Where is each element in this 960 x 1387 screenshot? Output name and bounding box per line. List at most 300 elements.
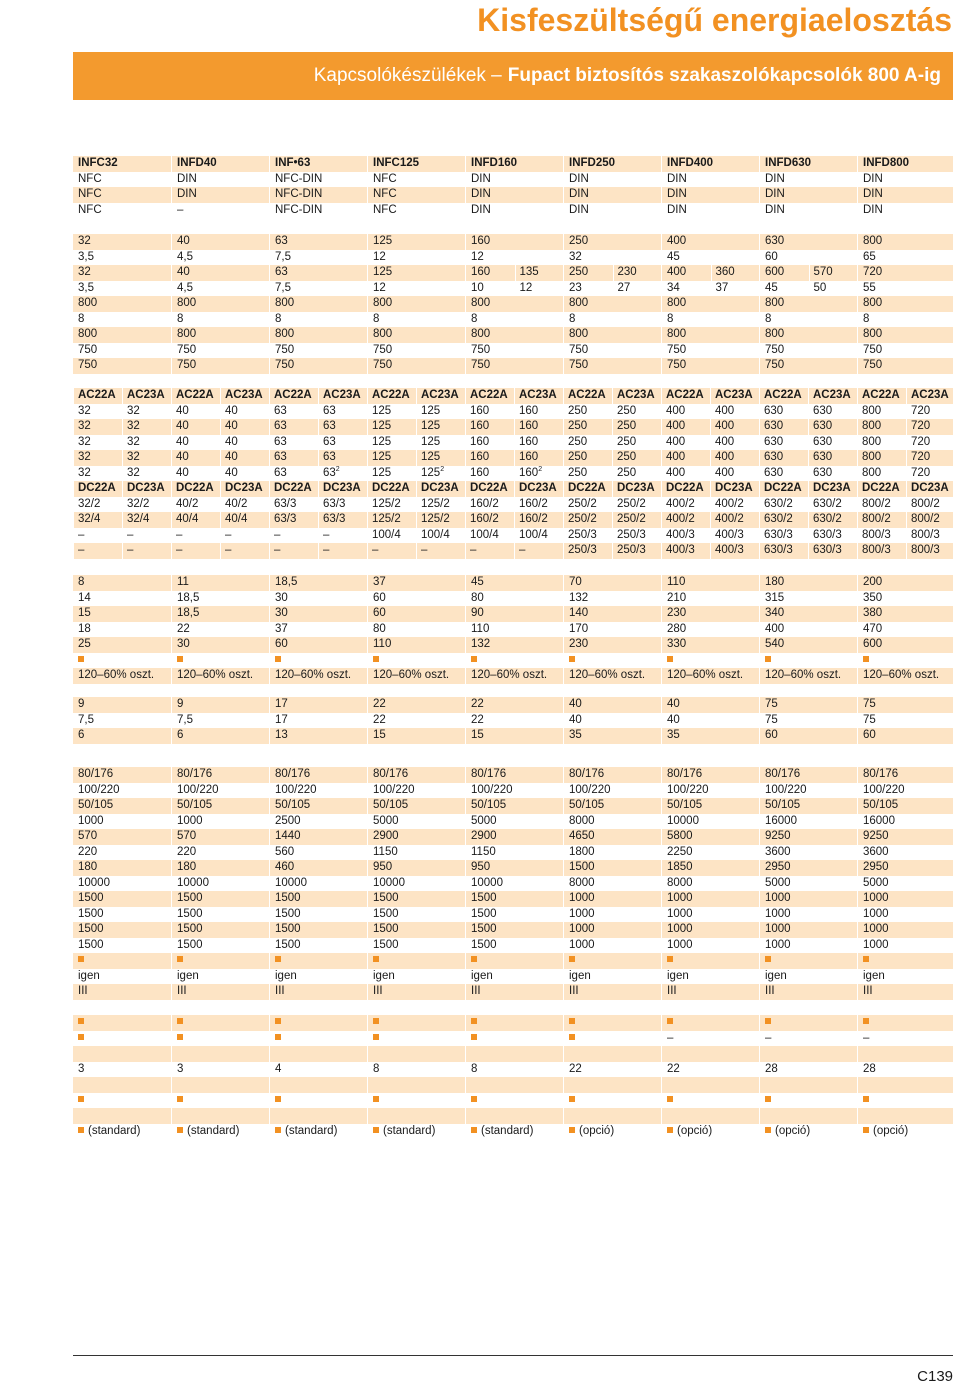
table-cell <box>367 1046 465 1062</box>
table-cell: 750 <box>465 358 563 374</box>
table-cell: 1500 <box>171 907 269 923</box>
table-cell: 140 <box>563 606 661 622</box>
feature-marker-icon <box>373 656 379 662</box>
table-cell: DIN <box>465 187 563 203</box>
table-cell: 800 <box>759 327 857 343</box>
feature-marker-icon <box>275 1018 281 1024</box>
column-header: DC22A <box>171 481 220 497</box>
feature-marker-icon <box>569 1127 575 1133</box>
table-cell <box>465 265 563 281</box>
table-cell: 1000 <box>759 891 857 907</box>
table-cell: 400 <box>661 404 710 420</box>
table-cell: III <box>78 985 88 997</box>
table-cell: 8 <box>563 312 661 328</box>
table-cell: 350 <box>857 591 955 607</box>
table-cell: 63 <box>318 450 367 466</box>
cell-value: 63 <box>323 466 336 479</box>
column-header: DC22A <box>661 481 710 497</box>
cell-value: 125 <box>421 466 441 479</box>
table-cell: 32 <box>78 235 91 247</box>
table-cell <box>661 653 759 669</box>
table-cell <box>318 466 367 482</box>
table-cell: 800 <box>367 327 465 343</box>
table-cell: 8 <box>857 312 955 328</box>
feature-marker-icon <box>667 1096 673 1102</box>
table-row <box>73 622 953 638</box>
table-row <box>73 860 953 876</box>
column-header: AC22A <box>367 388 416 404</box>
table-cell: 3600 <box>857 845 955 861</box>
table-cell: – <box>122 528 171 544</box>
table-cell: 720 <box>906 466 955 482</box>
table-cell: 100/220 <box>563 783 661 799</box>
table-cell: 80/176 <box>367 767 465 783</box>
table-cell: DIN <box>563 187 661 203</box>
table-cell: 1000 <box>857 891 955 907</box>
table-cell: 100/220 <box>759 783 857 799</box>
table-row <box>73 1015 953 1031</box>
table-cell <box>759 265 857 281</box>
table-cell: 120–60% oszt. <box>269 668 367 684</box>
table-cell: igen <box>563 969 661 985</box>
table-cell: 1000 <box>563 891 661 907</box>
column-header: INFD800 <box>857 156 955 172</box>
table-cell: 125 <box>367 234 465 250</box>
table-cell <box>465 281 563 297</box>
table-cell: 250 <box>563 404 612 420</box>
table-cell: 8 <box>78 576 85 588</box>
table-cell: 1500 <box>465 922 563 938</box>
table-cell: 100/220 <box>269 783 367 799</box>
table-cell: 160 <box>465 404 514 420</box>
table-cell: 3 <box>78 1062 85 1075</box>
table-cell: 10000 <box>367 876 465 892</box>
table-cell: 9 <box>78 698 85 710</box>
table-row <box>73 404 953 420</box>
table-cell: 400/3 <box>661 528 710 544</box>
table-cell: III <box>857 984 955 1000</box>
table-cell-half: 12 <box>515 281 564 297</box>
table-cell: – <box>367 543 416 559</box>
table-cell: – <box>171 203 269 219</box>
banner-category: Kapcsolókészülékek – <box>313 65 502 86</box>
table-cell: 32/2 <box>73 497 122 513</box>
table-cell: 1440 <box>269 829 367 845</box>
table-cell: 220 <box>171 845 269 861</box>
table-cell: DIN <box>563 172 661 188</box>
table-cell: 32/4 <box>122 512 171 528</box>
table-cell <box>416 466 465 482</box>
table-cell: 800 <box>857 327 955 343</box>
table-cell: 75 <box>759 697 857 713</box>
table-cell <box>563 1108 661 1124</box>
table-cell: 220 <box>78 845 98 858</box>
table-cell: NFC <box>367 203 465 219</box>
table-cell: 1000 <box>759 907 857 923</box>
table-cell: 14 <box>78 591 91 604</box>
table-cell <box>73 1093 171 1109</box>
table-cell: 200 <box>857 575 955 591</box>
table-cell: 250/2 <box>563 497 612 513</box>
table-cell: 160/2 <box>465 497 514 513</box>
table-cell <box>465 1046 563 1062</box>
table-cell: 230 <box>661 606 759 622</box>
table-cell: 315 <box>759 591 857 607</box>
table-cell: 32 <box>78 266 91 278</box>
table-cell: 5800 <box>661 829 759 845</box>
table-cell: 250/3 <box>612 543 661 559</box>
table-cell: 40/2 <box>171 497 220 513</box>
table-row <box>73 312 953 328</box>
table-cell: 22 <box>661 1062 759 1078</box>
table-row <box>73 327 953 343</box>
table-cell: 55 <box>857 281 955 297</box>
table-cell: DIN <box>465 172 563 188</box>
table-cell: 32 <box>122 404 171 420</box>
table-cell: 720 <box>906 450 955 466</box>
feature-marker-icon <box>667 1127 673 1133</box>
table-cell <box>563 1015 661 1031</box>
table-cell <box>367 1093 465 1109</box>
table-cell: 250 <box>612 419 661 435</box>
table-cell: 630 <box>759 450 808 466</box>
table-cell: 63 <box>269 265 367 281</box>
table-cell: 180 <box>171 860 269 876</box>
feature-marker-icon <box>667 656 673 662</box>
table-cell: 32/4 <box>73 512 122 528</box>
table-cell: III <box>759 984 857 1000</box>
table-cell: 750 <box>171 343 269 359</box>
table-cell: 800 <box>78 328 98 340</box>
table-cell: 30 <box>269 606 367 622</box>
table-cell: 9250 <box>759 829 857 845</box>
table-cell: 80/176 <box>563 767 661 783</box>
table-cell <box>171 1015 269 1031</box>
table-cell: 40 <box>563 713 661 729</box>
table-cell: 120–60% oszt. <box>367 668 465 684</box>
feature-marker-icon <box>569 656 575 662</box>
table-row <box>73 281 953 297</box>
table-cell-half: 250 <box>569 266 589 278</box>
table-cell: 1000 <box>661 938 759 954</box>
table-cell <box>73 1108 171 1124</box>
table-cell: 630/3 <box>808 528 857 544</box>
table-cell-half: 10 <box>471 281 484 294</box>
table-cell: 8 <box>759 312 857 328</box>
table-cell: 32 <box>73 419 122 435</box>
table-cell: DIN <box>857 187 955 203</box>
table-cell <box>73 1077 171 1093</box>
table-cell <box>759 1015 857 1031</box>
table-cell: 60 <box>857 728 955 744</box>
feature-marker-icon <box>177 956 183 962</box>
table-cell: 63 <box>318 419 367 435</box>
table-cell <box>465 953 563 969</box>
spec-section <box>73 388 953 559</box>
column-header: AC23A <box>122 388 171 404</box>
table-cell: 1000 <box>759 938 857 954</box>
table-row <box>73 450 953 466</box>
table-cell: 16000 <box>759 814 857 830</box>
footer-rule <box>73 1355 953 1356</box>
table-cell: 400 <box>661 435 710 451</box>
table-cell: 2250 <box>661 845 759 861</box>
table-cell <box>367 1000 465 1016</box>
table-cell: 1000 <box>171 814 269 830</box>
column-header: AC22A <box>73 388 122 404</box>
table-cell: 10000 <box>171 876 269 892</box>
table-cell: 8000 <box>563 814 661 830</box>
table-cell <box>269 953 367 969</box>
table-cell <box>661 1046 759 1062</box>
table-row <box>73 798 953 814</box>
table-cell: igen <box>367 969 465 985</box>
table-cell: 50/105 <box>269 798 367 814</box>
table-cell <box>73 1015 171 1031</box>
column-header: DC22A <box>465 481 514 497</box>
table-cell <box>367 1077 465 1093</box>
column-header: AC22A <box>661 388 710 404</box>
table-cell: 7,5 <box>171 713 269 729</box>
table-cell: DIN <box>857 172 955 188</box>
table-cell: 17 <box>269 713 367 729</box>
table-cell <box>759 1077 857 1093</box>
table-cell: – <box>857 1031 955 1047</box>
table-cell: 630/2 <box>759 497 808 513</box>
table-cell: 160 <box>514 435 563 451</box>
table-cell: 7,5 <box>269 250 367 266</box>
table-cell: 32 <box>73 435 122 451</box>
table-cell: 160 <box>465 234 563 250</box>
table-cell <box>563 1031 661 1047</box>
table-cell: 63/3 <box>318 497 367 513</box>
table-row <box>73 466 953 482</box>
table-cell: 32 <box>122 435 171 451</box>
table-cell <box>759 281 857 297</box>
table-row <box>73 497 953 513</box>
feature-marker-icon <box>569 1034 575 1040</box>
table-cell: 10000 <box>78 876 110 889</box>
table-cell: 1000 <box>563 938 661 954</box>
feature-marker-icon <box>569 1096 575 1102</box>
table-cell: 750 <box>367 343 465 359</box>
table-row <box>73 1093 953 1109</box>
feature-marker-icon <box>471 956 477 962</box>
table-row <box>73 343 953 359</box>
table-cell: 6 <box>171 728 269 744</box>
table-cell-half: 570 <box>809 265 858 281</box>
column-header: AC22A <box>465 388 514 404</box>
table-cell: 950 <box>465 860 563 876</box>
table-cell <box>857 1015 955 1031</box>
table-cell: 630 <box>759 404 808 420</box>
table-row <box>73 250 953 266</box>
header-row <box>73 388 953 404</box>
table-row <box>73 1124 953 1140</box>
table-cell: 8 <box>171 312 269 328</box>
table-cell: 1500 <box>171 922 269 938</box>
table-row <box>73 814 953 830</box>
table-cell: 8 <box>78 312 85 325</box>
table-cell: DIN <box>465 203 563 219</box>
table-cell: 22 <box>367 713 465 729</box>
table-cell: (standard) <box>171 1124 269 1140</box>
table-cell: 60 <box>759 250 857 266</box>
column-header: INFC125 <box>367 156 465 172</box>
table-cell: 800/3 <box>857 528 906 544</box>
table-cell: 50/105 <box>465 798 563 814</box>
table-cell: 1500 <box>171 891 269 907</box>
table-cell: 400 <box>661 450 710 466</box>
table-cell <box>563 1093 661 1109</box>
feature-marker-icon <box>78 1018 84 1024</box>
table-cell: 1150 <box>367 845 465 861</box>
table-cell: 800 <box>857 450 906 466</box>
table-cell: DIN <box>171 172 269 188</box>
table-cell: 100/220 <box>857 783 955 799</box>
table-cell: 750 <box>563 358 661 374</box>
table-cell: 120–60% oszt. <box>563 668 661 684</box>
table-cell <box>759 1000 857 1016</box>
table-cell: 50/105 <box>171 798 269 814</box>
table-cell: 9 <box>171 697 269 713</box>
feature-marker-icon <box>765 1096 771 1102</box>
column-header: AC23A <box>808 388 857 404</box>
table-cell <box>171 1046 269 1062</box>
table-cell: 32 <box>122 419 171 435</box>
table-cell <box>563 1000 661 1016</box>
column-header: AC23A <box>710 388 759 404</box>
feature-marker-icon <box>177 1034 183 1040</box>
table-cell: 1800 <box>563 845 661 861</box>
table-cell: 120–60% oszt. <box>661 668 759 684</box>
table-cell: 800/2 <box>857 497 906 513</box>
table-cell: 18 <box>78 622 91 635</box>
table-cell: NFC-DIN <box>269 172 367 188</box>
table-cell: 125 <box>416 419 465 435</box>
table-cell: 1500 <box>465 938 563 954</box>
table-cell: 1500 <box>563 860 661 876</box>
table-cell: 630/3 <box>759 543 808 559</box>
table-cell: 630/2 <box>808 512 857 528</box>
table-cell-half: 23 <box>569 281 582 294</box>
table-row <box>73 953 953 969</box>
table-cell <box>269 1015 367 1031</box>
table-cell: 7,5 <box>78 713 94 726</box>
table-cell: 8 <box>661 312 759 328</box>
footnote-marker: 2 <box>440 465 445 473</box>
table-row <box>73 419 953 435</box>
table-cell: 28 <box>759 1062 857 1078</box>
table-cell: 8 <box>465 312 563 328</box>
table-cell: 400 <box>710 466 759 482</box>
table-cell <box>73 1031 171 1047</box>
table-cell: 170 <box>563 622 661 638</box>
table-cell: 2950 <box>759 860 857 876</box>
table-cell: 40 <box>171 234 269 250</box>
table-cell: 80/176 <box>857 767 955 783</box>
table-cell: 160 <box>514 450 563 466</box>
table-cell: 1500 <box>269 907 367 923</box>
table-cell: (opció) <box>857 1124 955 1140</box>
feature-marker-icon <box>765 1127 771 1133</box>
table-cell: 65 <box>857 250 955 266</box>
table-cell: 160 <box>514 419 563 435</box>
table-cell: 800/2 <box>906 512 955 528</box>
table-cell: 50/105 <box>857 798 955 814</box>
table-cell: 1500 <box>171 938 269 954</box>
column-header: AC22A <box>563 388 612 404</box>
table-cell: 15 <box>465 728 563 744</box>
table-cell: igen <box>171 969 269 985</box>
column-header: INFD400 <box>661 156 759 172</box>
table-cell: 120–60% oszt. <box>465 668 563 684</box>
table-cell: 45 <box>465 575 563 591</box>
table-cell: 400 <box>710 404 759 420</box>
column-header: AC23A <box>906 388 955 404</box>
feature-marker-icon <box>275 1034 281 1040</box>
table-cell: 1500 <box>269 922 367 938</box>
table-cell: 720 <box>906 419 955 435</box>
table-cell <box>73 1046 171 1062</box>
column-header: AC22A <box>171 388 220 404</box>
column-header: DC23A <box>318 481 367 497</box>
table-cell: 63 <box>269 450 318 466</box>
table-cell: 18,5 <box>171 606 269 622</box>
table-cell: igen <box>269 969 367 985</box>
banner-product: Fupact biztosítós szakaszolókapcsolók 800 A-ig <box>507 65 941 86</box>
table-row <box>73 265 953 281</box>
table-cell: 132 <box>563 591 661 607</box>
table-cell: 400/2 <box>710 512 759 528</box>
table-cell: 1500 <box>367 938 465 954</box>
table-cell: 125/2 <box>416 512 465 528</box>
column-header: AC22A <box>269 388 318 404</box>
table-cell: 125 <box>367 450 416 466</box>
feature-marker-icon <box>177 1096 183 1102</box>
table-cell: 63 <box>269 234 367 250</box>
table-cell: 750 <box>759 343 857 359</box>
table-cell: 400/2 <box>710 497 759 513</box>
section-banner <box>73 52 953 100</box>
feature-marker-icon <box>667 1018 673 1024</box>
table-cell: – <box>220 543 269 559</box>
table-cell: 90 <box>465 606 563 622</box>
table-cell: (opció) <box>759 1124 857 1140</box>
feature-marker-icon <box>78 1127 84 1133</box>
table-cell: 1000 <box>563 907 661 923</box>
column-header: DC23A <box>122 481 171 497</box>
table-cell: 63 <box>269 435 318 451</box>
table-cell: 1000 <box>78 814 104 827</box>
table-cell: 40/4 <box>220 512 269 528</box>
table-cell: 50/105 <box>367 798 465 814</box>
table-cell <box>563 953 661 969</box>
table-cell: 230 <box>563 637 661 653</box>
table-cell: NFC <box>367 187 465 203</box>
table-cell: 630/3 <box>759 528 808 544</box>
feature-marker-icon <box>373 1018 379 1024</box>
table-cell: 6 <box>78 729 85 741</box>
table-row <box>73 891 953 907</box>
table-cell: 4,5 <box>171 281 269 297</box>
table-cell: 470 <box>857 622 955 638</box>
table-cell <box>171 653 269 669</box>
feature-marker-icon <box>765 956 771 962</box>
table-cell: 8000 <box>661 876 759 892</box>
table-cell: 800 <box>857 296 955 312</box>
table-cell: 125 <box>416 450 465 466</box>
